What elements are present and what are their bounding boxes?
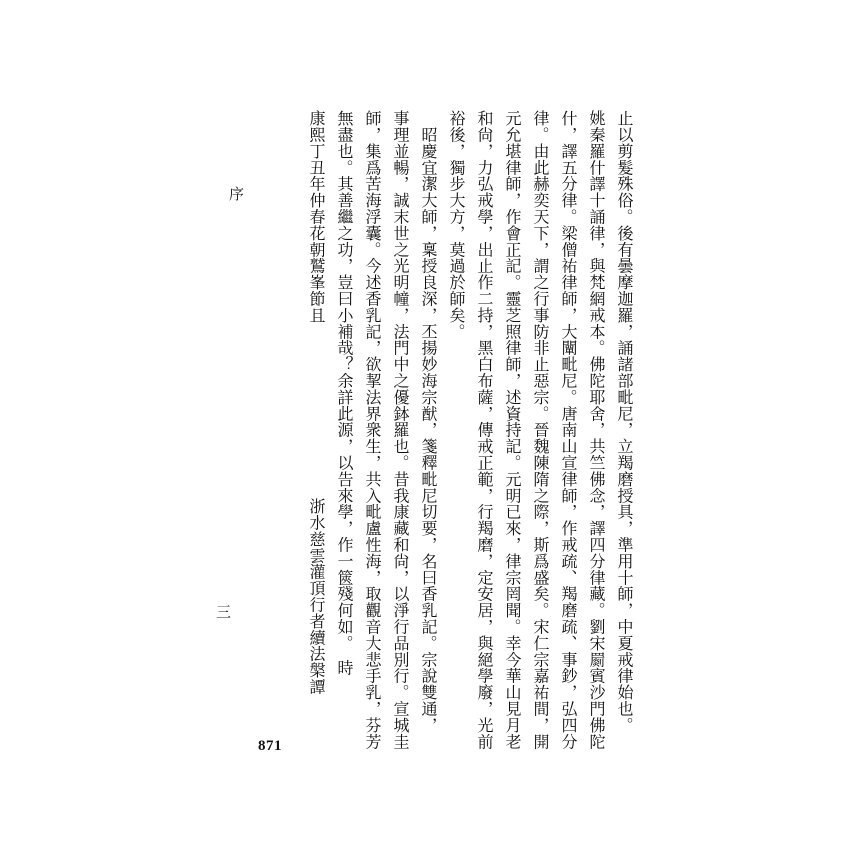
text-column-02: 姚秦羅什譯十誦律，與梵網戒本。佛陀耶舍，共竺佛念，譯四分律藏。劉宋罽賓沙門佛陀 <box>587 110 606 750</box>
folio-cjk: 三 <box>214 604 232 619</box>
text-column-06: 和尙，力弘戒學，出止作二持，黑白布薩，傳戒正範，行羯磨，定安居，與絕學廢，光前 <box>475 110 494 750</box>
text-column-09: 事理並暢，誠末世之光明幢，法門中之優鉢羅也。昔我康藏和尙，以淨行品別行。宣城圭 <box>391 110 410 750</box>
text-column-05: 元允堪律師，作會正記。靈芝照律師，述資持記。元明已來，律宗罔聞。幸今華山見月老 <box>503 110 522 750</box>
page-number: 871 <box>258 738 282 754</box>
text-column-03: 什，譯五分律。梁僧祐律師，大闡毗尼。唐南山宣律師，作戒疏、羯磨疏、事鈔，弘四分 <box>559 110 578 750</box>
text-column-12: 康熙丁丑年仲春花朝鷲峯節且 <box>307 110 326 324</box>
text-column-10: 師，集爲苦海浮囊。今述香乳記，欲挈法界衆生，共入毗盧性海，取觀音大悲手乳，芬芳 <box>363 110 382 750</box>
text-column-04: 律。由此赫奕天下，謂之行事防非止惡宗。晉魏陳隋之際，斯爲盛矣。宋仁宗嘉祐間，開 <box>531 110 550 750</box>
signature: 浙水慈雲灌頂行者續法槃譚 <box>307 498 326 695</box>
text-column-01: 止以剪髮殊俗。後有曇摩迦羅，誦諸部毗尼，立羯磨授具，準用十師，中夏戒律始也。 <box>615 110 634 734</box>
running-head: 序 <box>227 186 245 201</box>
text-column-11: 無盡也。其善繼之功，豈曰小補哉？余詳此源，以告來學，作一篋殘何如。 時 <box>335 110 354 676</box>
text-column-08: 昭慶宜潔大師，稟授良深，丕揚妙海宗猷，箋釋毗尼切要，名曰香乳記。宗說雙通， <box>419 110 438 734</box>
text-column-07: 裕後，獨步大方，莫過於師矣。 <box>447 110 466 340</box>
